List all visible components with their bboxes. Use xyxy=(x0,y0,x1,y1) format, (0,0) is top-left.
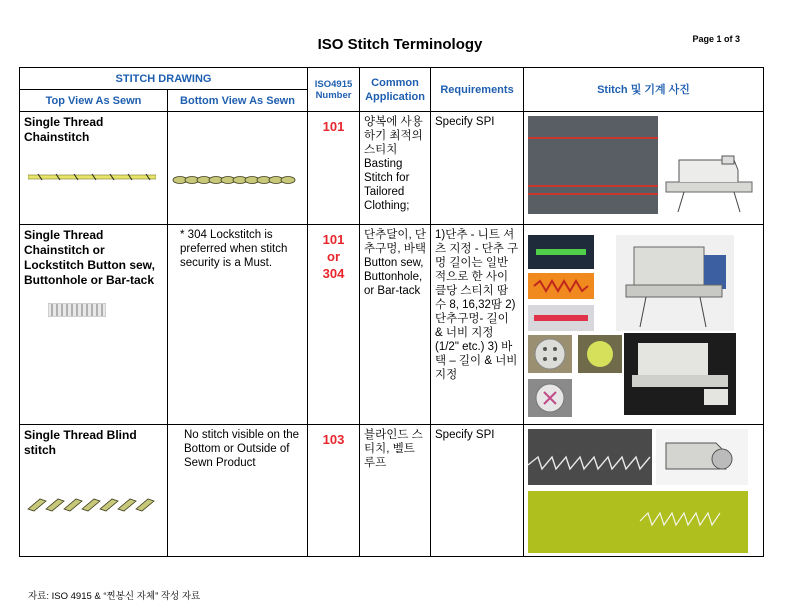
iso-number-header-line2: Number xyxy=(315,89,352,101)
iso-number-line1: 101 xyxy=(322,232,345,247)
button-sew-machine-photo xyxy=(624,333,736,415)
application-text: 블라인드 스티치, 벨트 루프 xyxy=(360,425,431,557)
iso-number: 101 xyxy=(308,112,360,225)
iso-number-header-line1: ISO4915 xyxy=(314,78,353,90)
chainstitch-bottom-drawing xyxy=(172,174,300,186)
sewing-machine-photo xyxy=(664,152,756,214)
photo-cell xyxy=(524,425,764,557)
green-stitch-photo xyxy=(528,235,594,269)
requirements-text: 1)단추 - 니트 셔츠 지정 - 단추 구멍 길이는 일반적으로 한 사이클당 스티치 땀수 8, 16,32땀 2) 단추구멍- 길이 & 너비 지정 (1/2" etc.) 3) 바택 – 길이 & 너비 지정 xyxy=(431,225,524,425)
iso-number-line2: or xyxy=(327,249,341,264)
common-application-header: Common Application xyxy=(360,68,431,112)
page-title: ISO Stitch Terminology xyxy=(317,36,483,53)
stitch-table xyxy=(19,67,764,557)
fabric-photo xyxy=(528,116,658,214)
requirements-text: Specify SPI xyxy=(431,425,524,557)
top-view-cell xyxy=(20,225,168,425)
bottom-view-note: * 304 Lockstitch is preferred when stitch security is a Must. xyxy=(168,225,308,425)
requirements-text: Specify SPI xyxy=(431,112,524,225)
photo-cell xyxy=(524,225,764,425)
buttonhole-machine-photo xyxy=(616,235,734,331)
blindstitch-machine-photo xyxy=(656,429,748,485)
button-photo-3 xyxy=(528,379,572,417)
photos-header: Stitch 및 기계 사진 xyxy=(524,68,764,112)
red-stitch-photo xyxy=(528,305,594,331)
table-row xyxy=(20,425,764,557)
chainstitch-top-drawing xyxy=(28,172,156,182)
blindstitch-fabric-photo xyxy=(528,429,652,485)
photo-cell xyxy=(524,112,764,225)
requirements-header: Requirements xyxy=(431,68,524,112)
iso-number xyxy=(308,225,360,425)
iso-number-header xyxy=(308,68,360,112)
stitch-name: Single Thread Blind stitch xyxy=(24,428,137,457)
application-text: 단추달이, 단추구멍, 바택 Button sew, Buttonhole, or Bar-tack xyxy=(360,225,431,425)
application-text: 양복에 사용하기 최적의 스티치 Basting Stitch for Tailored Clothing; xyxy=(360,112,431,225)
bottom-view-cell xyxy=(168,112,308,225)
stitch-name: Single Thread Chainstitch or Lockstitch Button sew, Buttonhole or Bar-tack xyxy=(24,228,155,287)
stitch-name: Single Thread Chainstitch xyxy=(24,115,104,144)
table-row xyxy=(20,225,764,425)
page-number: Page 1 of 3 xyxy=(692,34,740,44)
stitch-drawing-header: STITCH DRAWING xyxy=(20,68,308,90)
orange-stitch-photo xyxy=(528,273,594,299)
top-view-header: Top View As Sewn xyxy=(20,90,168,112)
bottom-view-header: Bottom View As Sewn xyxy=(168,90,308,112)
source-footer: 자료: ISO 4915 & “찐봉신 자체” 작성 자료 xyxy=(28,591,201,602)
button-photo-1 xyxy=(528,335,572,373)
top-view-cell xyxy=(20,112,168,225)
iso-number: 103 xyxy=(308,425,360,557)
button-photo-2 xyxy=(578,335,622,373)
bottom-view-note: No stitch visible on the Bottom or Outside of Sewn Product xyxy=(168,425,308,557)
top-view-cell xyxy=(20,425,168,557)
iso-number-line3: 304 xyxy=(322,266,345,281)
yellow-fabric-photo xyxy=(528,491,748,553)
buttonhole-drawing xyxy=(48,303,106,317)
blindstitch-drawing xyxy=(26,495,156,513)
table-row xyxy=(20,112,764,225)
